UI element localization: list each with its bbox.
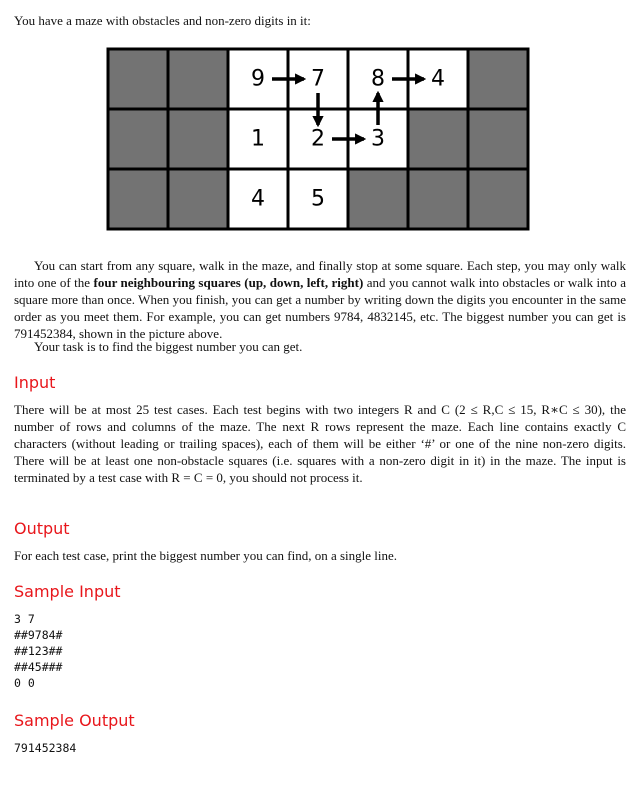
obstacle-cell <box>108 109 168 169</box>
sample-input-heading: Sample Input <box>14 582 121 601</box>
description-paragraph <box>14 257 626 342</box>
maze-digit: 8 <box>371 66 385 92</box>
input-text: There will be at most 25 test cases. Each test begins with two integers R and C (2 ≤ R,C ≤ 15, R∗C ≤ 30), the number of rows and columns of the maze. The next R rows represent the maze. Each line contains exactly C characters (without leading or trailing spaces), each of them will be either ‘#’ or one of the nine non-zero digits. There will be at least one non-obstacle squares (i.e. squares with a non-zero digit in it) in the maze. The input is terminated by a test case with R = C = 0, you should not process it. <box>14 402 626 485</box>
maze-digit: 1 <box>251 126 265 152</box>
sample-output-line: 791452384 <box>14 741 77 755</box>
sample-output-block <box>14 740 76 756</box>
sample-input-line: ##45### <box>14 660 63 674</box>
obstacle-cell <box>348 169 408 229</box>
maze-digit: 3 <box>371 126 385 152</box>
maze-digit: 9 <box>251 66 265 92</box>
obstacle-cell <box>168 109 228 169</box>
obstacle-cell <box>168 49 228 109</box>
output-text: For each test case, print the biggest number you can find, on a single line. <box>14 548 398 563</box>
maze-digit: 5 <box>311 186 325 212</box>
sample-input-block <box>14 611 62 691</box>
obstacle-cell <box>408 109 468 169</box>
sample-output-heading: Sample Output <box>14 711 135 730</box>
description-bold: four neighbouring squares (up, down, left, right) <box>93 275 364 290</box>
maze-digit: 7 <box>311 66 325 92</box>
obstacle-cell <box>408 169 468 229</box>
description-part-a: You can start from any square, walk in the maze, and finally stop at some square. Each step, you may only walk into one of the <box>14 258 626 290</box>
description-part-b: and you cannot walk into obstacles or walk into a square more than once. When you finish, you can get a number by writing down the digits you encounter in the same order as you meet them. For example, you can get numbers 9784, 4832145, etc. The biggest number you can get is 791452384, shown in the picture above. <box>14 275 626 341</box>
sample-input-line: ##9784# <box>14 628 63 642</box>
maze-digit: 4 <box>431 66 445 92</box>
sample-input-line: 3 7 <box>14 612 35 626</box>
obstacle-cell <box>108 169 168 229</box>
sample-input-line: ##123## <box>14 644 63 658</box>
obstacle-cell <box>468 169 528 229</box>
intro-text: You have a maze with obstacles and non-zero digits in it: <box>14 13 311 28</box>
task-text: Your task is to find the biggest number you can get. <box>34 339 303 354</box>
obstacle-cell <box>468 109 528 169</box>
maze-digit: 2 <box>311 126 325 152</box>
output-heading: Output <box>14 519 70 538</box>
obstacle-cell <box>468 49 528 109</box>
maze-digit: 4 <box>251 186 265 212</box>
maze-figure <box>106 47 531 233</box>
obstacle-cell <box>168 169 228 229</box>
input-heading: Input <box>14 373 56 392</box>
sample-input-line: 0 0 <box>14 676 35 690</box>
obstacle-cell <box>108 49 168 109</box>
